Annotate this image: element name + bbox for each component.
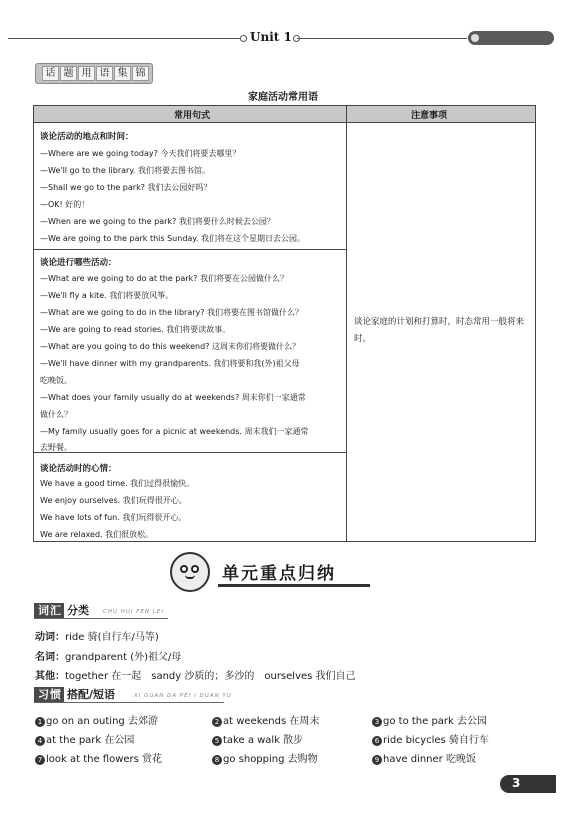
- topic-char: 话: [42, 66, 59, 81]
- block-heading: 谈论活动时的心情：: [40, 464, 117, 474]
- phrase-item: 8 go shopping 去购物: [212, 750, 318, 765]
- header-decor-dot: [471, 34, 479, 42]
- sentence-line: We have lots of fun. 我们玩得很开心。: [40, 513, 187, 522]
- vocab-label-tail: 分类: [67, 604, 89, 617]
- phrase-item: 7 look at the flowers 赏花: [35, 750, 162, 765]
- sentence-line: 吃晚饭。: [40, 376, 72, 385]
- banner-underline: [218, 584, 370, 587]
- sentence-line: —We'll have dinner with my grandparents. 我们将要和我(外)祖父母: [40, 359, 300, 368]
- topic-label: [35, 63, 153, 84]
- page-number-tab: [500, 775, 556, 793]
- section-banner: [170, 552, 380, 588]
- sentence-line: We are relaxed. 我们很放松。: [40, 530, 154, 539]
- phrases-label-en: XI GUAN DA PEI / DUAN YU: [134, 693, 232, 699]
- sentence-line: —We'll fly a kite. 我们将要放风筝。: [40, 291, 174, 300]
- sentence-line: —My family usually goes for a picnic at weekends. 周末我们一家通常: [40, 427, 309, 436]
- sentence-line: —What are you going to do this weekend? 这周末你们将要做什么？: [40, 342, 300, 351]
- sentence-line: —What are we going to do at the park? 我们将要在公园做什么？: [40, 274, 288, 283]
- phrase-item: 3 go to the park 去公园: [372, 712, 487, 727]
- phrase-item: 1 go on an outing 去郊游: [35, 712, 158, 727]
- phrases-label: 习惯: [34, 687, 64, 702]
- table-header: [34, 106, 535, 123]
- vocab-label-en: CHU HUI FEN LEI: [103, 609, 164, 615]
- topic-char: 用: [78, 66, 95, 81]
- mascot-icon: [170, 552, 210, 592]
- phrase-item: 2 at weekends 在周末: [212, 712, 319, 727]
- topic-char: 锦: [132, 66, 149, 81]
- sentence-line: —What are we going to do in the library? 我们将要在图书馆做什么？: [40, 308, 304, 317]
- header-rule-left: [8, 38, 243, 39]
- sentence-line: —We'll go to the library. 我们将要去图书馆。: [40, 166, 210, 175]
- sentence-line: We have a good time. 我们过得很愉快。: [40, 479, 195, 488]
- notes-text: 谈论家庭的计划和打算时，时态常用一般将来时。: [354, 317, 525, 344]
- table-block-feelings: [34, 453, 346, 543]
- vocab-underline: [34, 618, 168, 619]
- topic-char: 语: [96, 66, 113, 81]
- phrase-table: [33, 105, 536, 542]
- header-dot-left: [240, 35, 247, 42]
- topic-char: 集: [114, 66, 131, 81]
- vocab-item: 其他：together 在一起 sandy 沙质的；多沙的 ourselves 我们自己: [35, 671, 356, 682]
- block-heading: 谈论活动的地点和时间：: [40, 132, 134, 142]
- vocab-item: 动词：ride 骑(自行车/马等): [35, 632, 159, 643]
- table-block-activities: [34, 250, 346, 453]
- unit-label: Unit 1: [250, 30, 292, 44]
- sentence-line: —We are going to read stories. 我们将要读故事。: [40, 325, 231, 334]
- vocab-item: 名词：grandparent (外)祖父/母: [35, 652, 182, 663]
- phrase-item: 5 take a walk 散步: [212, 731, 303, 746]
- phrases-underline: [34, 702, 224, 703]
- sentence-line: —Where are we going today? 今天我们将要去哪里？: [40, 149, 241, 158]
- sentence-line: —What does your family usually do at weekends? 周末你们一家通常: [40, 393, 306, 402]
- sentence-line: 去野餐。: [40, 443, 72, 452]
- section-title: 单元重点归纳: [222, 564, 336, 584]
- col-header-notes: 注意事项: [411, 111, 448, 121]
- sentence-line: —We are going to the park this Sunday. 我们将在这个星期日去公园。: [40, 234, 305, 243]
- col-header-patterns: 常用句式: [174, 111, 211, 121]
- page-number: 3: [512, 776, 521, 790]
- vocab-label: 词汇: [34, 603, 64, 618]
- phrase-item: 6 ride bicycles 骑自行车: [372, 731, 489, 746]
- phrase-item: 4 at the park 在公园: [35, 731, 134, 746]
- table-block-place-time: [34, 123, 346, 250]
- phrases-label-tail: 搭配/短语: [67, 688, 116, 701]
- phrase-item: 9 have dinner 吃晚饭: [372, 750, 476, 765]
- block-heading: 谈论进行哪些活动：: [40, 258, 117, 268]
- sentence-line: —Shall we go to the park? 我们去公园好吗？: [40, 183, 212, 192]
- table-title: 家庭活动常用语: [248, 92, 318, 103]
- sentence-line: We enjoy ourselves. 我们玩得很开心。: [40, 496, 187, 505]
- column-divider: [346, 106, 347, 541]
- header-decor-bar: [468, 31, 554, 45]
- sentence-line: —When are we going to the park? 我们将要什么时候去公园？: [40, 217, 275, 226]
- topic-char: 题: [60, 66, 77, 81]
- header-rule-right: [297, 38, 467, 39]
- sentence-line: —OK! 好的！: [40, 200, 90, 209]
- sentence-line: 做什么？: [40, 410, 72, 419]
